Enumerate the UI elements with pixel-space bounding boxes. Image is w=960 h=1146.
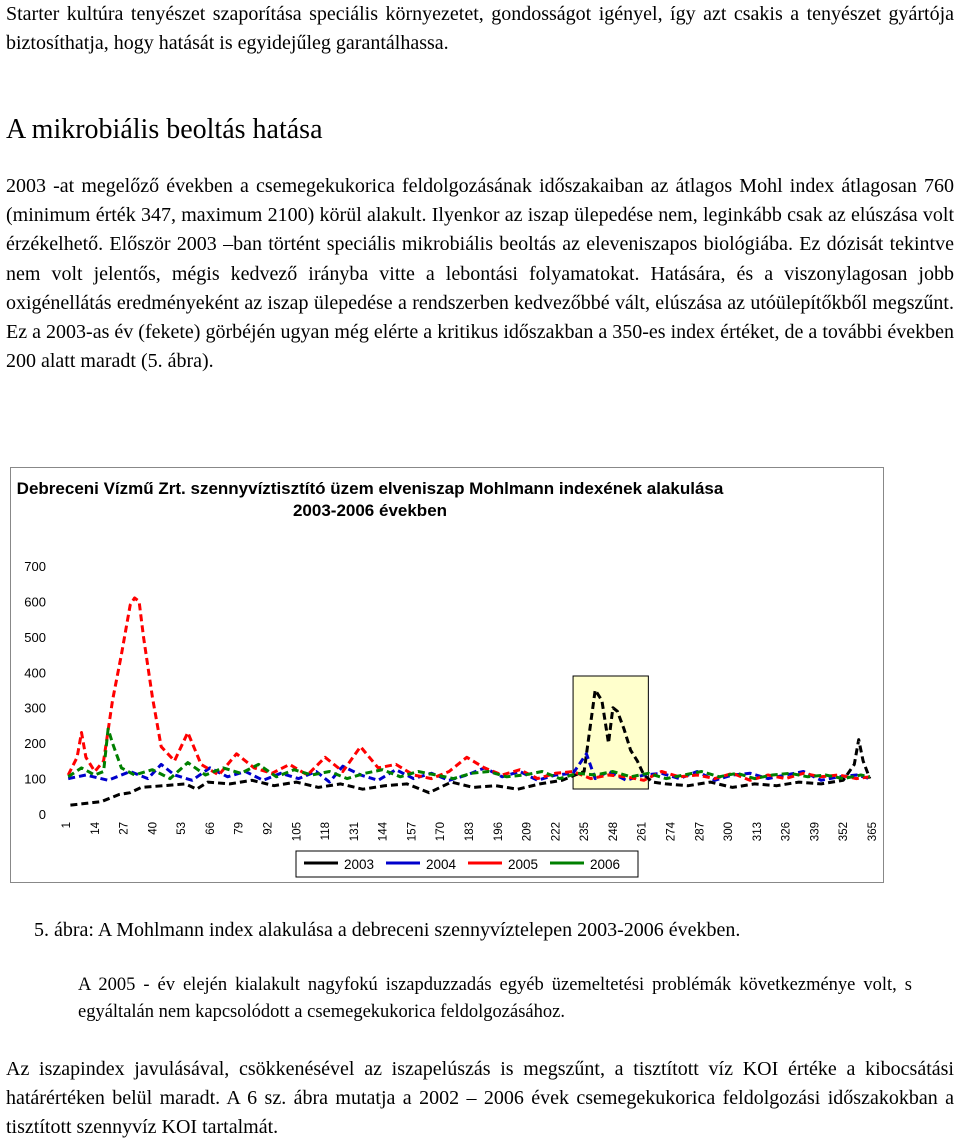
legend-label: 2006 <box>590 857 621 872</box>
x-tick-label: 144 <box>377 822 390 842</box>
y-tick-label: 400 <box>24 665 46 681</box>
chart-legend <box>296 851 638 877</box>
final-paragraph: Az iszapindex javulásával, csökkenésével az iszapelúszás is megszűnt, a tisztított víz KOI értéke a kibocsátási határértéken belül maradt. A 6 sz. ábra mutatja a 2002 – 2006 évek csemegekukorica feldolgozási időszakokban a tisztított szennyvíz KOI tartalmát. <box>6 1058 954 1139</box>
legend-label: 2003 <box>344 857 375 872</box>
x-tick-label: 118 <box>320 822 333 841</box>
legend-label: 2004 <box>426 857 457 872</box>
y-tick-label: 700 <box>24 559 46 574</box>
x-tick-label: 92 <box>262 822 275 835</box>
x-tick-label: 105 <box>291 822 304 842</box>
x-tick-label: 313 <box>751 822 764 842</box>
x-tick-label: 365 <box>867 822 879 842</box>
x-tick-label: 66 <box>204 822 217 835</box>
y-tick-label: 300 <box>24 700 46 716</box>
intro-paragraph: Starter kultúra tenyészet szaporítása speciális környezetet, gondosságot igényel, így azt csakis a tenyészet gyártója biztosíthatja, hogy hatását is egyidejűleg garantálhassa. <box>6 3 954 55</box>
figure-caption: 5. ábra: A Mohlmann index alakulása a debreceni szennyvíztelepen 2003-2006 években. <box>34 919 741 941</box>
y-axis <box>24 559 46 822</box>
x-tick-label: 40 <box>147 822 160 835</box>
note-paragraph: A 2005 - év elején kialakult nagyfokú iszapduzzadás egyéb üzemeltetési problémák következménye volt, s egyáltalán nem kapcsolódott a csemegekukorica feldolgozásához. <box>78 975 912 1022</box>
main-paragraph: 2003 -at megelőző években a csemegekukorica feldolgozásának időszakaiban az átlagos Mohl index átlagosan 760 (minimum érték 347, maximum 2100) körül alakult. Ilyenkor az iszap ülepedése nem, leginkább csak az elúszása volt érzékelhető. Először 2003 –ban történt speciális mikrobiális beoltás az eleveniszapos biológiába. Ez dózisát tekintve nem volt jelentős, mégis kedvező irányba vitte a lebontási folyamatokat. Hatására, és a viszonylagosan jobb oxigénellátás eredményeként az iszap ülepedése a rendszerben kedvezőbbé vált, elúszása az utóülepítőkből megszűnt. Ez a 2003-as év (fekete) görbéjén ugyan még elérte a kritikus időszakban a 350-es index értéket, de a további években 200 alatt maradt (5. ábra). <box>6 175 954 373</box>
y-tick-label: 0 <box>38 807 46 822</box>
x-tick-label: 1 <box>61 822 73 829</box>
y-tick-label: 600 <box>24 594 46 610</box>
x-axis <box>61 821 879 841</box>
series-line-2003 <box>70 690 869 805</box>
x-tick-label: 131 <box>348 822 361 842</box>
x-tick-label: 222 <box>550 822 563 842</box>
x-tick-label: 300 <box>723 822 736 842</box>
x-tick-label: 170 <box>435 822 448 842</box>
x-tick-label: 339 <box>809 822 822 842</box>
x-tick-label: 183 <box>464 822 476 842</box>
section-heading: A mikrobiális beoltás hatása <box>6 114 323 145</box>
x-tick-label: 79 <box>233 822 246 835</box>
x-tick-label: 209 <box>521 822 534 842</box>
y-tick-label: 100 <box>24 771 46 787</box>
x-tick-label: 248 <box>607 822 620 842</box>
x-tick-label: 274 <box>665 822 678 842</box>
series-line-2005 <box>68 598 870 780</box>
x-tick-label: 157 <box>406 822 419 842</box>
y-tick-label: 200 <box>24 736 46 752</box>
x-tick-label: 235 <box>579 822 592 842</box>
x-tick-label: 261 <box>636 822 649 842</box>
legend-label: 2005 <box>508 857 539 872</box>
x-tick-label: 287 <box>694 822 707 842</box>
y-tick-label: 500 <box>24 629 46 645</box>
series-group <box>68 598 870 805</box>
x-tick-label: 352 <box>838 822 851 842</box>
x-tick-label: 27 <box>118 822 131 835</box>
x-tick-label: 53 <box>176 822 189 835</box>
chart-title: Debreceni Vízmű Zrt. szennyvíztisztító üzem elveniszap Mohlmann indexének alakulása 2003-2006 években <box>16 479 724 520</box>
x-tick-label: 326 <box>780 822 793 842</box>
x-tick-label: 196 <box>492 822 505 842</box>
x-tick-label: 14 <box>89 822 102 835</box>
